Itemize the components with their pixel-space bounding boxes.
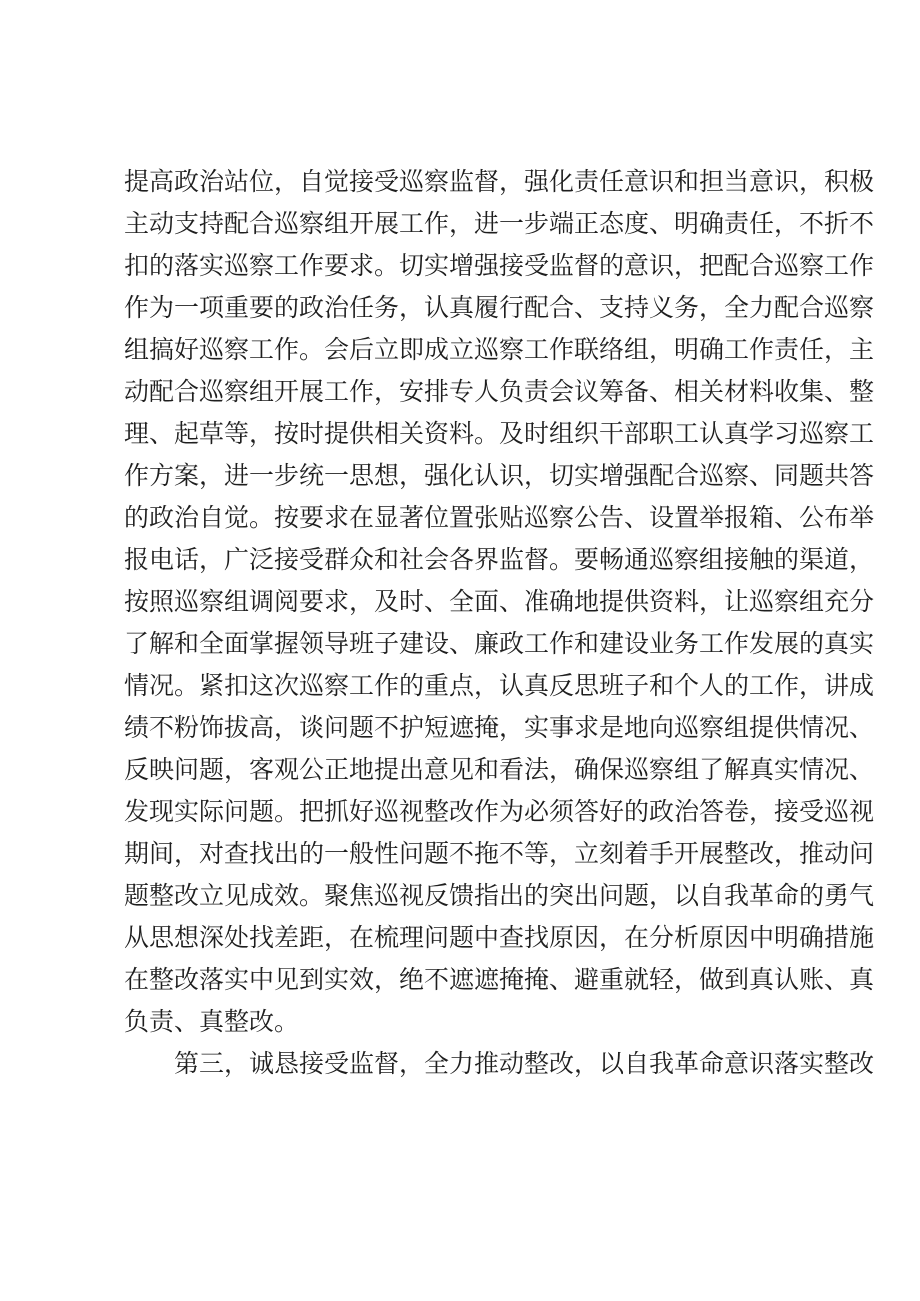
text-line: 从思想深处找差距，在梳理问题中查找原因，在分析原因中明确措施 [124,923,875,952]
text-line: 动配合巡察组开展工作，安排专人负责会议筹备、相关材料收集、整 [124,377,875,406]
text-line: 作为一项重要的政治任务，认真履行配合、支持义务，全力配合巡察 [124,293,875,322]
text-line: 扣的落实巡察工作要求。切实增强接受监督的意识，把配合巡察工作 [124,251,875,280]
body-text [124,161,875,1085]
text-line: 报电话，广泛接受群众和社会各界监督。要畅通巡察组接触的渠道， [124,545,875,574]
text-line: 期间，对查找出的一般性问题不拖不等，立刻着手开展整改，推动问 [124,839,875,868]
text-line: 负责、真整改。 [124,1007,300,1036]
paragraph-heading-line: 第三，诚恳接受监督，全力推动整改，以自我革命意识落实整改 [174,1049,875,1078]
paragraph-1 [124,161,875,1043]
text-line: 的政治自觉。按要求在显著位置张贴巡察公告、设置举报箱、公布举 [124,503,875,532]
text-line: 提高政治站位，自觉接受巡察监督，强化责任意识和担当意识，积极 [124,167,875,196]
text-line: 在整改落实中见到实效，绝不遮遮掩掩、避重就轻，做到真认账、真 [124,965,875,994]
text-line: 情况。紧扣这次巡察工作的重点，认真反思班子和个人的工作，讲成 [124,671,875,700]
text-line: 按照巡察组调阅要求，及时、全面、准确地提供资料，让巡察组充分 [124,587,875,616]
text-line: 理、起草等，按时提供相关资料。及时组织干部职工认真学习巡察工 [124,419,875,448]
text-line: 主动支持配合巡察组开展工作，进一步端正态度、明确责任，不折不 [124,209,875,238]
text-line: 了解和全面掌握领导班子建设、廉政工作和建设业务工作发展的真实 [124,629,875,658]
text-line: 题整改立见成效。聚焦巡视反馈指出的突出问题，以自我革命的勇气 [124,881,875,910]
text-line: 组搞好巡察工作。会后立即成立巡察工作联络组，明确工作责任，主 [124,335,875,364]
text-line: 反映问题，客观公正地提出意见和看法，确保巡察组了解真实情况、 [124,755,875,784]
paragraph-2 [124,1043,875,1085]
text-line: 作方案，进一步统一思想，强化认识，切实增强配合巡察、同题共答 [124,461,875,490]
text-line: 绩不粉饰拔高，谈问题不护短遮掩，实事求是地向巡察组提供情况、 [124,713,875,742]
text-line: 发现实际问题。把抓好巡视整改作为必须答好的政治答卷，接受巡视 [124,797,875,826]
